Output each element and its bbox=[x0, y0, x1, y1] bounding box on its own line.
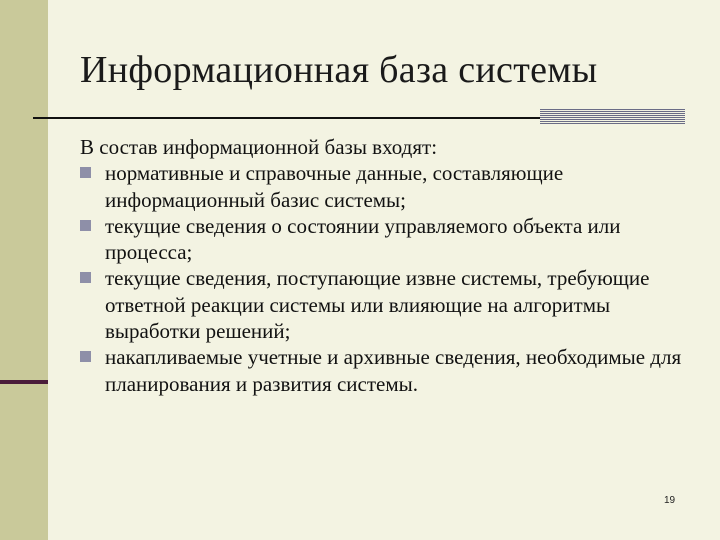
square-bullet-icon bbox=[80, 272, 91, 283]
title-divider-block bbox=[540, 109, 685, 125]
list-item bbox=[80, 344, 690, 397]
slide-body bbox=[80, 134, 690, 397]
left-decor-line bbox=[0, 380, 48, 384]
list-item-text: нормативные и справочные данные, составляющие информационный базис системы; bbox=[105, 161, 564, 212]
square-bullet-icon bbox=[80, 167, 91, 178]
slide-title: Информационная база системы bbox=[80, 49, 598, 91]
square-bullet-icon bbox=[80, 220, 91, 231]
list-item bbox=[80, 265, 690, 344]
list-item bbox=[80, 160, 690, 213]
list-item-text: текущие сведения о состоянии управляемого объекта или процесса; bbox=[105, 213, 621, 265]
intro-text: В состав информационной базы входят: bbox=[80, 135, 438, 159]
list-item-text: накапливаемые учетные и архивные сведения, необходимые для планирования и развития системы. bbox=[105, 345, 682, 396]
bullet-list bbox=[80, 160, 690, 397]
left-decor-band bbox=[0, 0, 48, 540]
list-item bbox=[80, 213, 690, 266]
slide-number: 19 bbox=[664, 495, 676, 506]
square-bullet-icon bbox=[80, 351, 91, 362]
list-item-text: текущие сведения, поступающие извне системы, требующие ответной реакции системы или влияющие на алгоритмы выработки решений; bbox=[105, 266, 650, 344]
